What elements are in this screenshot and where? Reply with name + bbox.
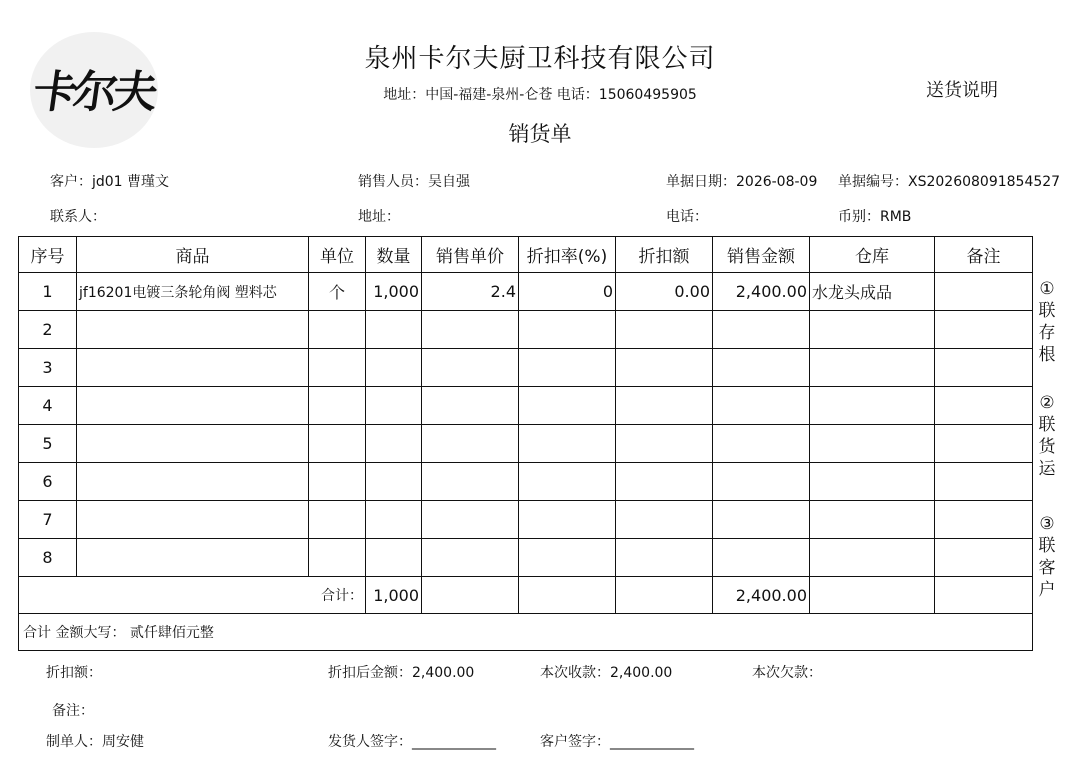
table-row xyxy=(19,349,1033,387)
header-discount-amount: 折扣额 xyxy=(616,237,713,273)
footer-shipper-sign: 发货人签字：____________ xyxy=(328,734,496,750)
cell-index: 3 xyxy=(19,349,77,387)
side-label-text: ②联货运 xyxy=(1038,393,1056,479)
total-sales-amount: 2,400.00 xyxy=(713,577,810,614)
cell-discount-amount xyxy=(616,311,713,349)
cell-discount-rate xyxy=(519,501,616,539)
cell-discount-amount xyxy=(616,349,713,387)
total-row xyxy=(19,577,1033,614)
cell-discount-amount xyxy=(616,501,713,539)
contact-info: 联系人： xyxy=(50,209,106,225)
cell-index: 8 xyxy=(19,539,77,577)
cell-discount-rate xyxy=(519,349,616,387)
cell-unit xyxy=(309,463,366,501)
cell-quantity xyxy=(366,425,422,463)
cell-sales-amount xyxy=(713,425,810,463)
cell-sales-amount xyxy=(713,311,810,349)
cell-product xyxy=(77,539,309,577)
cell-product xyxy=(77,501,309,539)
company-address: 地址：中国-福建-泉州-仑苍 电话：15060495905 xyxy=(383,87,697,103)
cell-unit: 个 xyxy=(309,273,366,311)
cell-product xyxy=(77,425,309,463)
amount-in-words-row xyxy=(19,614,1033,651)
table-row xyxy=(19,463,1033,501)
cell-discount-rate: 0 xyxy=(519,273,616,311)
cell-discount-rate xyxy=(519,425,616,463)
cell-quantity xyxy=(366,539,422,577)
cell-sales-amount xyxy=(713,463,810,501)
cell-product: jf16201电镀三条轮角阀 塑料芯 xyxy=(77,273,309,311)
total-empty-cell xyxy=(519,577,616,614)
header-discount-rate: 折扣率(%) xyxy=(519,237,616,273)
document-date: 单据日期：2026-08-09 xyxy=(666,174,818,190)
delivery-note-link[interactable]: 送货说明 xyxy=(926,80,998,101)
cell-remark xyxy=(935,425,1033,463)
cell-product xyxy=(77,463,309,501)
cell-index: 7 xyxy=(19,501,77,539)
footer-customer-sign: 客户签字：____________ xyxy=(540,734,694,750)
side-label-text: ①联存根 xyxy=(1038,279,1056,365)
table-row xyxy=(19,501,1033,539)
cell-sales-amount xyxy=(713,501,810,539)
cell-index: 1 xyxy=(19,273,77,311)
side-label-text: ③联客户 xyxy=(1038,514,1056,600)
cell-warehouse xyxy=(810,311,935,349)
cell-product xyxy=(77,349,309,387)
amount-in-words: 合计 金额大写： 贰仟肆佰元整 xyxy=(19,614,1033,651)
cell-discount-rate xyxy=(519,539,616,577)
footer-maker: 制单人：周安健 xyxy=(46,734,144,750)
cell-unit xyxy=(309,387,366,425)
cell-quantity xyxy=(366,311,422,349)
cell-unit xyxy=(309,349,366,387)
cell-warehouse xyxy=(810,463,935,501)
cell-quantity xyxy=(366,463,422,501)
footer-discount: 折扣额： xyxy=(46,665,102,681)
cell-unit xyxy=(309,311,366,349)
cell-warehouse xyxy=(810,539,935,577)
cell-warehouse xyxy=(810,387,935,425)
currency-info: 币别：RMB xyxy=(838,209,912,225)
cell-unit xyxy=(309,539,366,577)
cell-sales-amount xyxy=(713,349,810,387)
customer-info: 客户：jd01 曹瑾文 xyxy=(50,174,170,190)
total-empty-cell xyxy=(935,577,1033,614)
cell-quantity xyxy=(366,349,422,387)
table-row xyxy=(19,539,1033,577)
cell-unit-price xyxy=(422,463,519,501)
cell-remark xyxy=(935,463,1033,501)
header-remark: 备注 xyxy=(935,237,1033,273)
header-product: 商品 xyxy=(77,237,309,273)
cell-discount-rate xyxy=(519,387,616,425)
cell-discount-amount xyxy=(616,425,713,463)
total-empty-cell xyxy=(616,577,713,614)
cell-unit-price xyxy=(422,539,519,577)
cell-unit-price xyxy=(422,311,519,349)
cell-product xyxy=(77,311,309,349)
footer-after-discount: 折扣后金额：2,400.00 xyxy=(328,665,475,681)
cell-discount-amount xyxy=(616,463,713,501)
cell-unit-price xyxy=(422,425,519,463)
table-row xyxy=(19,311,1033,349)
cell-discount-rate xyxy=(519,463,616,501)
logo-text: 卡尔夫 xyxy=(30,67,157,118)
salesperson-info: 销售人员：吴自强 xyxy=(358,174,470,190)
cell-warehouse xyxy=(810,425,935,463)
cell-index: 4 xyxy=(19,387,77,425)
cell-warehouse xyxy=(810,501,935,539)
table-header-row xyxy=(19,237,1033,273)
cell-index: 2 xyxy=(19,311,77,349)
document-number: 单据编号：XS202608091854527 xyxy=(838,174,1061,190)
header-index: 序号 xyxy=(19,237,77,273)
side-label-stub xyxy=(1036,278,1058,366)
cell-warehouse: 水龙头成品 xyxy=(810,273,935,311)
cell-unit-price xyxy=(422,349,519,387)
sales-table xyxy=(18,236,1033,651)
cell-unit-price xyxy=(422,501,519,539)
cell-warehouse xyxy=(810,349,935,387)
cell-quantity xyxy=(366,387,422,425)
document-title: 销货单 xyxy=(508,122,572,146)
cell-unit-price: 2.4 xyxy=(422,273,519,311)
table-row xyxy=(19,425,1033,463)
total-quantity: 1,000 xyxy=(366,577,422,614)
cell-remark xyxy=(935,501,1033,539)
cell-unit xyxy=(309,501,366,539)
header-warehouse: 仓库 xyxy=(810,237,935,273)
cell-discount-amount xyxy=(616,387,713,425)
cell-product xyxy=(77,387,309,425)
cell-sales-amount xyxy=(713,387,810,425)
header-sales-amount: 销售金额 xyxy=(713,237,810,273)
cell-sales-amount: 2,400.00 xyxy=(713,273,810,311)
cell-discount-rate xyxy=(519,311,616,349)
side-label-customer xyxy=(1036,513,1058,601)
header-unit: 单位 xyxy=(309,237,366,273)
cell-quantity xyxy=(366,501,422,539)
company-name: 泉州卡尔夫厨卫科技有限公司 xyxy=(364,44,716,74)
total-label: 合计： xyxy=(19,577,366,614)
cell-remark xyxy=(935,349,1033,387)
table-row xyxy=(19,387,1033,425)
cell-index: 6 xyxy=(19,463,77,501)
footer-owed: 本次欠款： xyxy=(752,665,822,681)
cell-discount-amount xyxy=(616,539,713,577)
address-info: 地址： xyxy=(358,209,400,225)
cell-remark xyxy=(935,539,1033,577)
cell-unit xyxy=(309,425,366,463)
total-empty-cell xyxy=(422,577,519,614)
side-label-shipping xyxy=(1036,392,1058,480)
cell-unit-price xyxy=(422,387,519,425)
phone-info: 电话： xyxy=(666,209,708,225)
total-empty-cell xyxy=(810,577,935,614)
cell-index: 5 xyxy=(19,425,77,463)
cell-discount-amount: 0.00 xyxy=(616,273,713,311)
header-unit-price: 销售单价 xyxy=(422,237,519,273)
cell-remark xyxy=(935,387,1033,425)
header-quantity: 数量 xyxy=(366,237,422,273)
cell-remark xyxy=(935,311,1033,349)
table-row xyxy=(19,273,1033,311)
cell-sales-amount xyxy=(713,539,810,577)
footer-remark: 备注： xyxy=(52,703,94,719)
cell-remark xyxy=(935,273,1033,311)
cell-quantity: 1,000 xyxy=(366,273,422,311)
footer-received: 本次收款：2,400.00 xyxy=(540,665,673,681)
